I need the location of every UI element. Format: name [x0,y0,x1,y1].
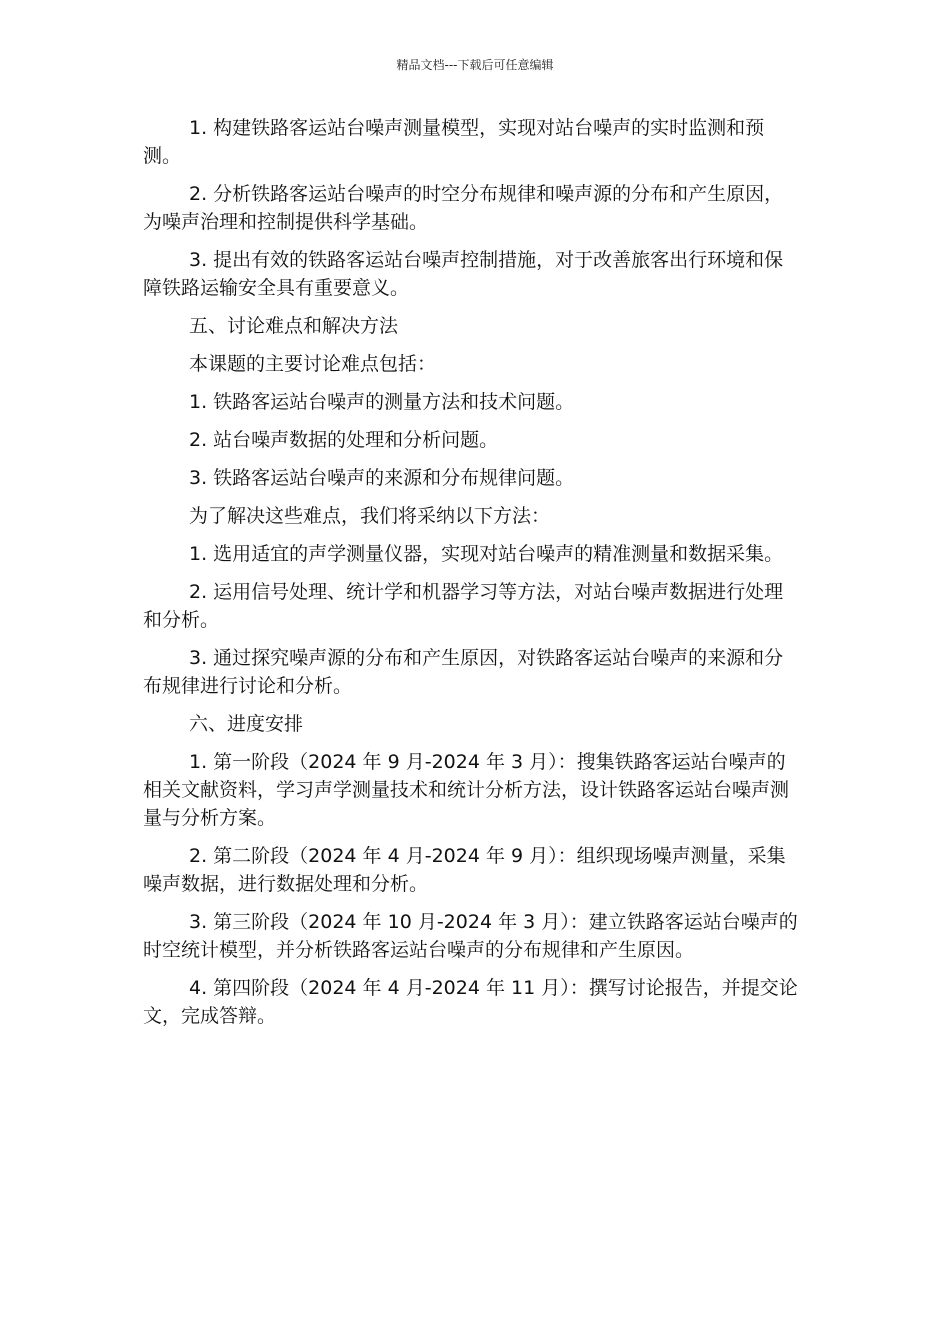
document-body [143,114,799,1040]
objective-item-1: 1. 构建铁路客运站台噪声测量模型，实现对站台噪声的实时监测和预测。 [143,117,765,167]
schedule-item-4: 4. 第四阶段（2024 年 4 月-2024 年 11 月）：撰写讨论报告，并提交论文，完成答辩。 [143,977,798,1027]
schedule-item-3: 3. 第三阶段（2024 年 10 月-2024 年 3 月）：建立铁路客运站台噪声的时空统计模型，并分析铁路客运站台噪声的分布规律和产生原因。 [143,911,798,961]
section-heading-schedule: 六、进度安排 [189,713,304,735]
page-header: 精品文档---下载后可任意编辑 [396,58,554,72]
difficulty-item-3: 3. 铁路客运站台噪声的来源和分布规律问题。 [189,467,575,489]
objective-item-3: 3. 提出有效的铁路客运站台噪声控制措施，对于改善旅客出行环境和保障铁路运输安全具有重要意义。 [143,249,784,299]
method-item-3: 3. 通过探究噪声源的分布和产生原因，对铁路客运站台噪声的来源和分布规律进行讨论和分析。 [143,647,784,697]
objective-item-2: 2. 分析铁路客运站台噪声的时空分布规律和噪声源的分布和产生原因，为噪声治理和控制提供科学基础。 [143,183,784,233]
method-item-2: 2. 运用信号处理、统计学和机器学习等方法，对站台噪声数据进行处理和分析。 [143,581,784,631]
method-item-1: 1. 选用适宜的声学测量仪器，实现对站台噪声的精准测量和数据采集。 [189,543,784,565]
methods-intro: 为了解决这些难点，我们将采纳以下方法： [189,505,551,527]
section-heading-difficulties: 五、讨论难点和解决方法 [189,315,399,337]
difficulty-item-2: 2. 站台噪声数据的处理和分析问题。 [189,429,499,451]
difficulties-intro: 本课题的主要讨论难点包括： [189,353,437,375]
schedule-item-1: 1. 第一阶段（2024 年 9 月-2024 年 3 月）：搜集铁路客运站台噪声的相关文献资料，学习声学测量技术和统计分析方法，设计铁路客运站台噪声测量与分析方案。 [143,751,790,829]
schedule-item-2: 2. 第二阶段（2024 年 4 月-2024 年 9 月）：组织现场噪声测量，采集噪声数据，进行数据处理和分析。 [143,845,786,895]
difficulty-item-1: 1. 铁路客运站台噪声的测量方法和技术问题。 [189,391,575,413]
